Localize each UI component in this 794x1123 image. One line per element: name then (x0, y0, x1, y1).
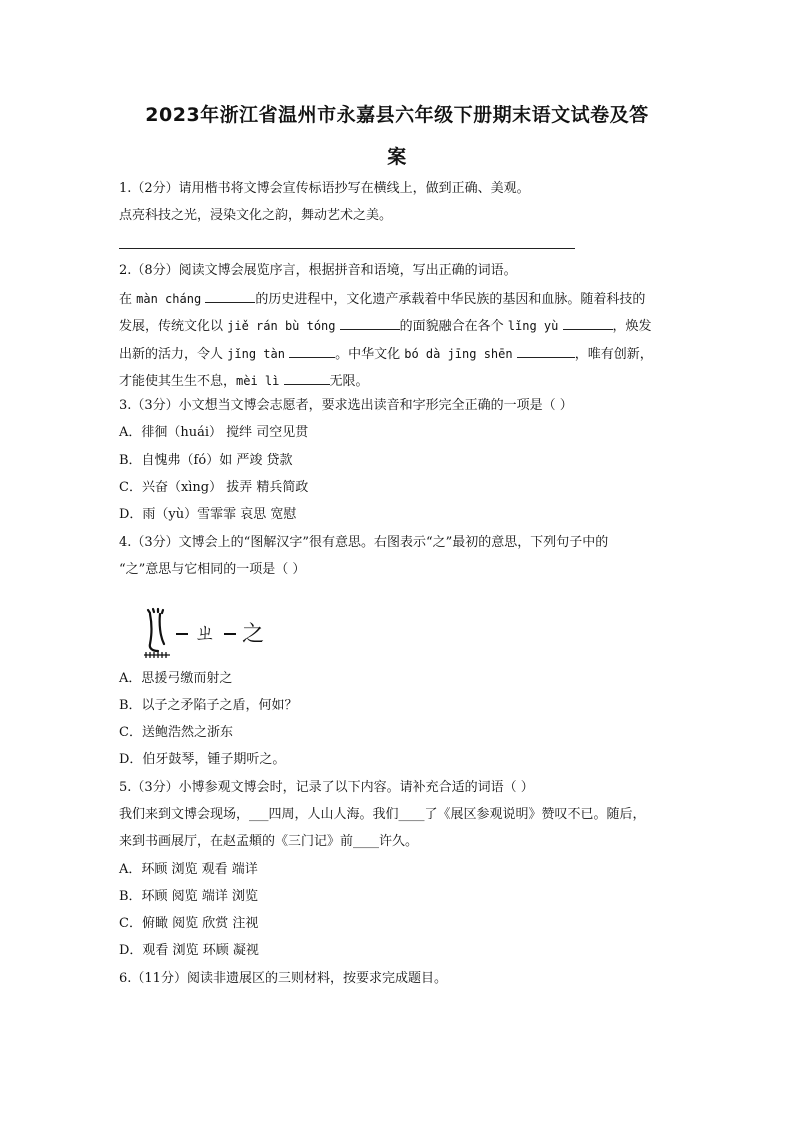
q2-text: 出新的活力，令人 (119, 347, 228, 362)
q4-option-c[interactable]: C．送鲍浩然之浙东 (119, 725, 233, 740)
q2-text: 的面貌融合在各个 (399, 319, 508, 334)
q2-text: 。中华文化 (335, 347, 405, 362)
pinyin: jǐng tàn (227, 347, 285, 361)
q6-stem: 6.（11分）阅读非遗展区的三则材料，按要求完成题目。 (119, 971, 447, 986)
q5-passage-line2: 来到书画展厅，在赵孟頫的《三门记》前____许久。 (119, 834, 419, 849)
q2-text: 无限。 (329, 374, 369, 389)
q2-line-2 (119, 317, 652, 335)
zhi-ancient-glyph: ㄓ (194, 621, 217, 646)
q5-stem: 5.（3分）小博参观文博会时，记录了以下内容。请补充合适的词语（ ） (119, 780, 534, 795)
q2-text: ，焕发 (612, 319, 652, 334)
q2-line-3 (119, 345, 653, 363)
q2-text: ，唯有创新， (574, 347, 653, 362)
answer-blank[interactable] (205, 290, 255, 303)
q2-line-4 (119, 372, 369, 390)
q4-stem-line1: 4.（3分）文博会上的“图解汉字”很有意思。右图表示“之”最初的意思，下列句子中的 (119, 535, 609, 550)
q5-option-c[interactable]: C．俯瞰 阅览 欣赏 注视 (119, 916, 259, 931)
q1-stem: 1.（2分）请用楷书将文博会宣传标语抄写在横线上，做到正确、美观。 (119, 181, 530, 196)
answer-blank[interactable] (563, 317, 613, 330)
q4-option-a[interactable]: A．思援弓缴而射之 (119, 671, 233, 686)
q1-slogan: 点亮科技之光，浸染文化之韵，舞动艺术之美。 (119, 208, 393, 223)
q2-text: 在 (119, 292, 137, 307)
answer-blank[interactable] (340, 317, 400, 330)
q4-option-d[interactable]: D．伯牙鼓琴，锺子期听之。 (119, 752, 286, 767)
answer-blank[interactable] (284, 372, 330, 385)
q1-answer-line[interactable] (119, 248, 575, 249)
q2-stem: 2.（8分）阅读文博会展览序言，根据拼音和语境，写出正确的词语。 (119, 263, 517, 278)
q4-option-b[interactable]: B．以子之矛陷子之盾，何如？ (119, 698, 298, 713)
q2-text: 才能使其生生不息， (119, 374, 237, 389)
q3-option-a[interactable]: A．徘徊（huái） 搅绊 司空见贯 (119, 425, 309, 440)
pinyin: màn cháng (136, 292, 202, 306)
pinyin: mèi lì (236, 374, 280, 388)
q3-option-d[interactable]: D．雨（yù）雪霏霏 哀思 宽慰 (119, 507, 297, 522)
answer-blank[interactable] (517, 345, 575, 358)
foot-pictograph-icon (148, 609, 164, 651)
q5-option-d[interactable]: D．观看 浏览 环顾 凝视 (119, 943, 259, 958)
pinyin: bó dà jīng shēn (404, 347, 513, 361)
q3-stem: 3.（3分）小文想当文博会志愿者，要求选出读音和字形完全正确的一项是（ ） (119, 398, 573, 413)
q5-option-b[interactable]: B．环顾 阅览 端详 浏览 (119, 889, 258, 904)
exam-title-line2: 案 (387, 146, 407, 168)
q5-passage-line1: 我们来到文博会现场，___四周，人山人海。我们____了《展区参观说明》赞叹不已。随后， (119, 807, 646, 822)
q3-option-b[interactable]: B．自愧弗（fó）如 严竣 贷款 (119, 453, 293, 468)
pinyin: jiě rán bù tóng (227, 319, 336, 333)
foot-base-hatch (144, 652, 170, 658)
zhi-evolution-illustration (140, 604, 280, 660)
q2-text: 发展，传统文化以 (119, 319, 228, 334)
q2-line-1 (119, 290, 645, 308)
zhi-modern-glyph: 之 (242, 622, 265, 647)
q2-text: 的历史进程中，文化遗产承载着中华民族的基因和血脉。随着科技的 (255, 292, 646, 307)
q4-stem-line2: “之”意思与它相同的一项是（ ） (119, 562, 306, 577)
q3-option-c[interactable]: C．兴奋（xìng） 拔弄 精兵简政 (119, 480, 309, 495)
q5-option-a[interactable]: A．环顾 浏览 观看 端详 (119, 862, 258, 877)
pinyin: lǐng yù (507, 319, 559, 333)
exam-title-line1: 2023年浙江省温州市永嘉县六年级下册期末语文试卷及答 (145, 104, 649, 126)
answer-blank[interactable] (289, 345, 335, 358)
zhi-evolution-figure (140, 604, 280, 660)
